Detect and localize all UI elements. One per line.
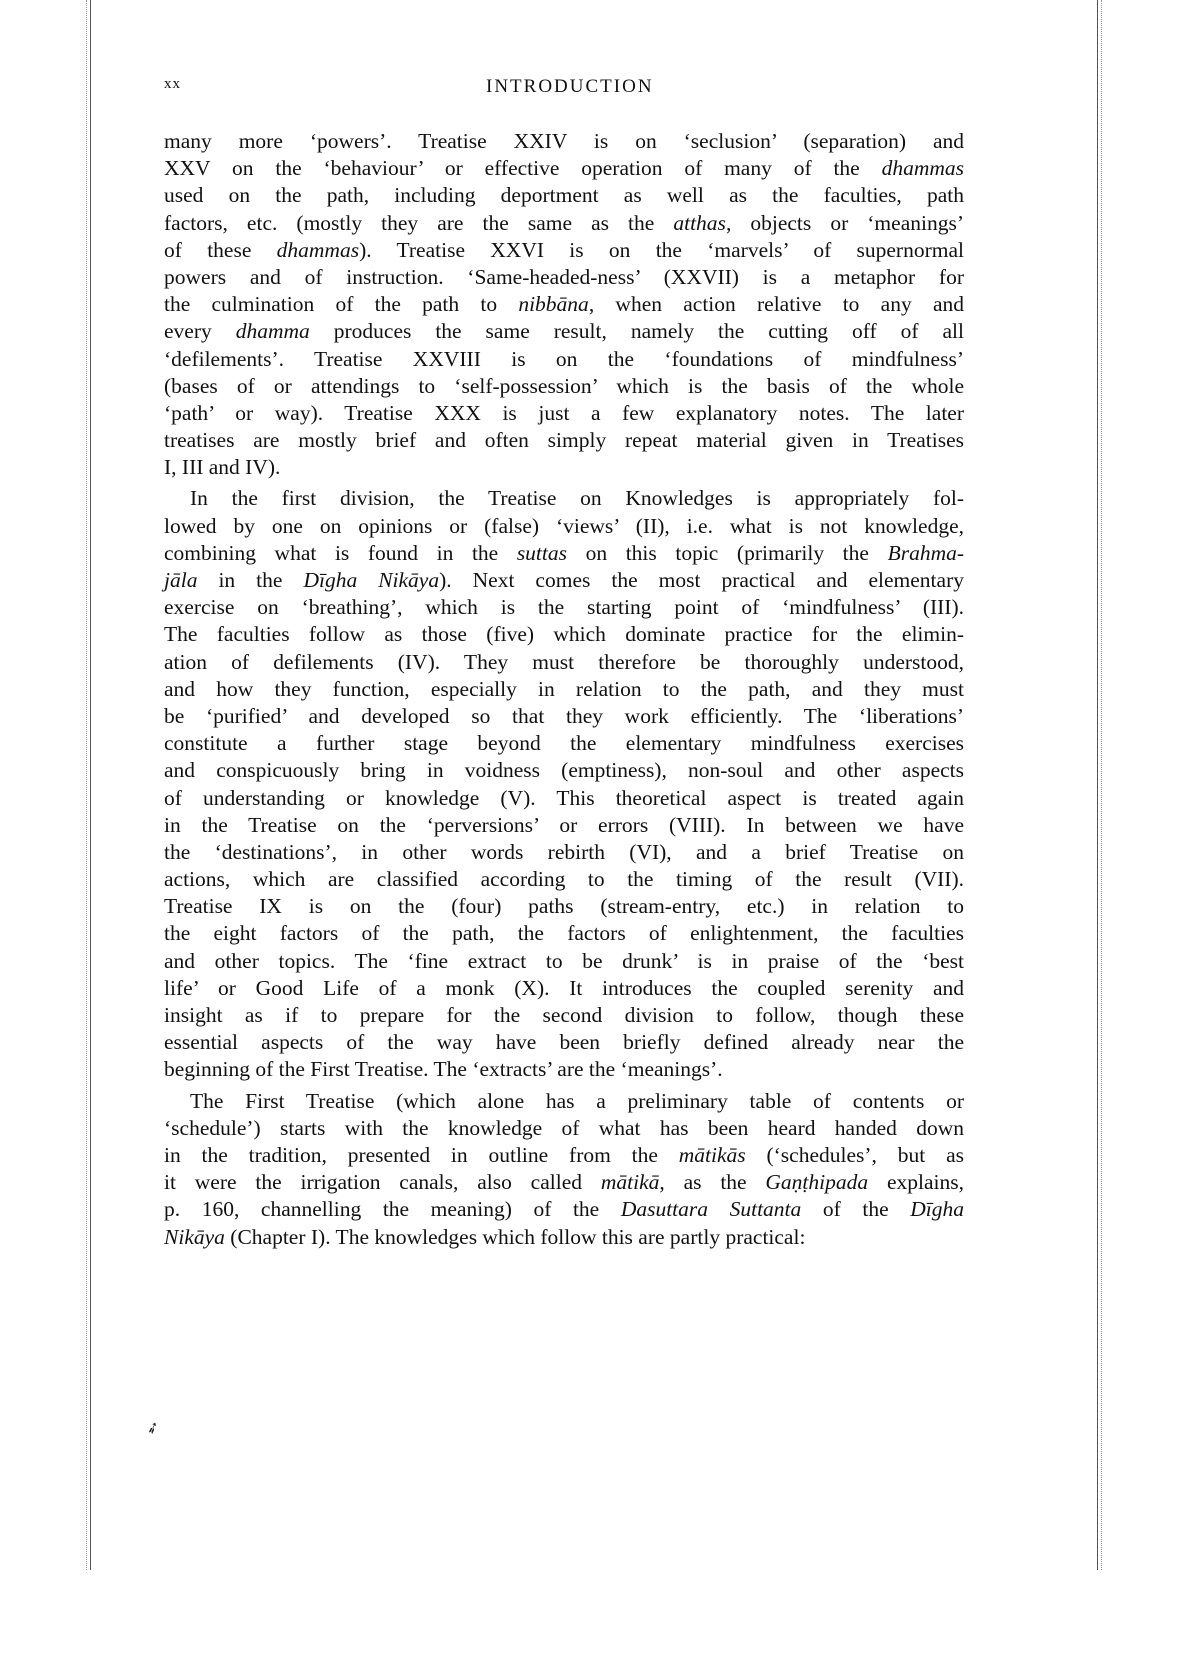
text-line: In the first division, the Treatise on Knowledges is appropriately fol- (190, 486, 964, 511)
text-line: I, III and IV). (164, 455, 281, 480)
text-line: exercise on ‘breathing’, which is the starting point of ‘mindfulness’ (III). (164, 595, 964, 620)
text-line: jāla in the Dīgha Nikāya). Next comes the most practical and elementary (164, 568, 964, 592)
text-line: beginning of the First Treatise. The ‘extracts’ are the ‘meanings’. (164, 1057, 723, 1082)
text-line: ‘path’ or way). Treatise XXX is just a few explanatory notes. The later (164, 400, 964, 425)
paragraph (164, 128, 964, 481)
text-line: it were the irrigation canals, also called mātikā, as the Gaṇṭhipada explains, (164, 1170, 964, 1195)
paragraph (164, 1088, 964, 1251)
paragraph (164, 485, 964, 1083)
text-line: in the tradition, presented in outline from the mātikās (‘schedules’, but as (164, 1142, 964, 1167)
text-line: ation of defilements (IV). They must therefore be thoroughly understood, (164, 649, 964, 674)
text-line: combining what is found in the suttas on this topic (primarily the Brahma- (164, 540, 964, 565)
text-line: p. 160, channelling the meaning) of the Dasuttara Suttanta of the Dīgha (164, 1197, 964, 1222)
page-header (164, 76, 964, 100)
text-line: used on the path, including deportment as well as the faculties, path (164, 183, 964, 208)
text-line: and conspicuously bring in voidness (emptiness), non-soul and other aspects (164, 758, 964, 783)
text-line: constitute a further stage beyond the elementary mindfulness exercises (164, 731, 964, 756)
text-line: the culmination of the path to nibbāna, when action relative to any and (164, 292, 964, 317)
text-line: Nikāya (Chapter I). The knowledges which follow this are partly practical: (164, 1224, 806, 1249)
page-number: xx (164, 76, 181, 92)
page-edge-left-shadow (86, 0, 88, 1570)
text-line: actions, which are classified according to the timing of the result (VII). (164, 867, 964, 892)
text-line: ‘schedule’) starts with the knowledge of what has been heard handed down (164, 1115, 964, 1140)
text-line: the ‘destinations’, in other words rebirth (VI), and a brief Treatise on (164, 839, 964, 864)
text-line: in the Treatise on the ‘perversions’ or errors (VIII). In between we have (164, 812, 964, 837)
text-line: The faculties follow as those (five) which dominate practice for the elimin- (164, 622, 964, 647)
text-line: and other topics. The ‘fine extract to be drunk’ is in praise of the ‘best (164, 948, 964, 973)
text-line: and how they function, especially in relation to the path, and they must (164, 676, 964, 701)
text-line: every dhamma produces the same result, namely the cutting off of all (164, 319, 964, 344)
text-line: The First Treatise (which alone has a preliminary table of contents or (190, 1088, 964, 1113)
text-line: many more ‘powers’. Treatise XXIV is on ‘seclusion’ (separation) and (164, 129, 964, 153)
page-edge-left (90, 0, 91, 1570)
body-text (164, 128, 964, 1251)
page-edge-right (1097, 0, 1098, 1570)
text-line: insight as if to prepare for the second division to follow, though these (164, 1003, 964, 1027)
text-line: Treatise IX is on the (four) paths (stream-entry, etc.) in relation to (164, 894, 964, 919)
text-line: XXV on the ‘behaviour’ or effective operation of many of the dhammas (164, 156, 964, 181)
text-line: essential aspects of the way have been briefly defined already near the (164, 1030, 964, 1055)
text-line: factors, etc. (mostly they are the same as the atthas, objects or ‘meanings’ (164, 210, 964, 235)
text-line: powers and of instruction. ‘Same-headed-ness’ (XXVII) is a metaphor for (164, 264, 964, 289)
text-line: ‘defilements’. Treatise XXVIII is on the ‘foundations of mindfulness’ (164, 346, 964, 371)
text-line: life’ or Good Life of a monk (X). It introduces the coupled serenity and (164, 975, 964, 1000)
running-head: INTRODUCTION (486, 76, 654, 97)
text-line: lowed by one on opinions or (false) ‘views’ (II), i.e. what is not knowledge, (164, 513, 964, 538)
pencil-arrow-icon: ➶ (143, 1416, 163, 1439)
text-line: be ‘purified’ and developed so that they work efficiently. The ‘liberations’ (164, 703, 964, 728)
text-line: the eight factors of the path, the factors of enlightenment, the faculties (164, 921, 964, 946)
text-line: (bases of or attendings to ‘self-possession’ which is the basis of the whole (164, 373, 964, 398)
text-line: of these dhammas). Treatise XXVI is on the ‘marvels’ of supernormal (164, 237, 964, 262)
page-edge-right-shadow (1101, 0, 1103, 1570)
text-line: treatises are mostly brief and often simply repeat material given in Treatises (164, 428, 964, 453)
text-line: of understanding or knowledge (V). This theoretical aspect is treated again (164, 785, 964, 810)
